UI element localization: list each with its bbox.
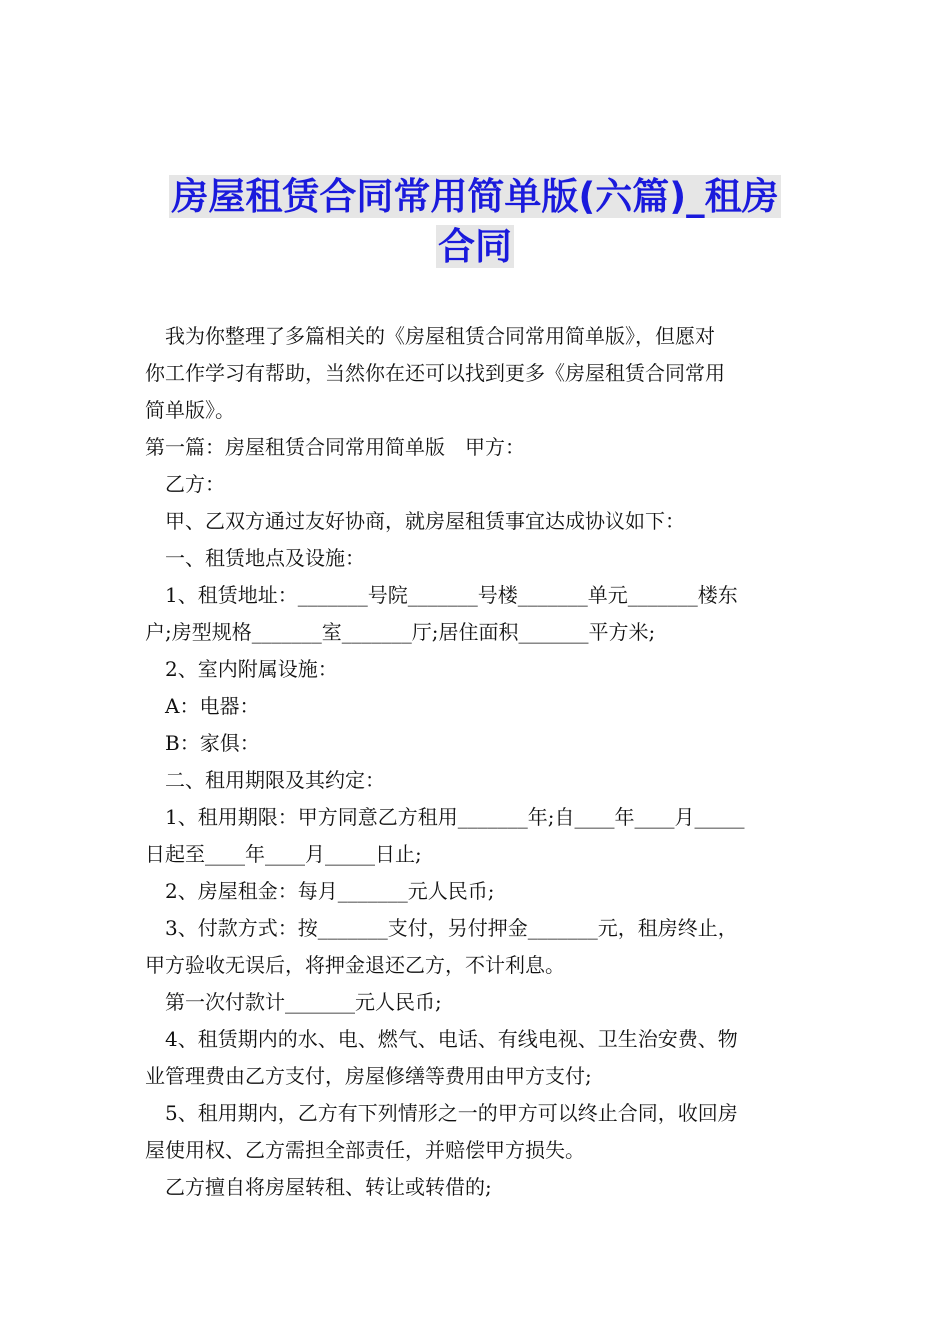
title-line-1: 房屋租赁合同常用简单版(六篇)_租房 [171, 175, 779, 218]
paragraph-line: 屋使用权、乙方需担全部责任，并赔偿甲方损失。 [145, 1138, 585, 1162]
paragraph-line: 日起至____年____月_____日止; [145, 842, 422, 866]
paragraph-line: 甲方验收无误后，将押金退还乙方，不计利息。 [145, 953, 565, 977]
paragraph-line: 第一篇：房屋租赁合同常用简单版 甲方： [145, 435, 525, 459]
paragraph-line: 我为你整理了多篇相关的《房屋租赁合同常用简单版》，但愿对 [165, 324, 715, 348]
paragraph-line: 户;房型规格_______室_______厅;居住面积_______平方米; [145, 620, 656, 644]
paragraph-line: 2、室内附属设施： [165, 657, 338, 681]
section-heading: 一、租赁地点及设施： [165, 546, 365, 570]
section-heading: 二、租用期限及其约定： [165, 768, 385, 792]
paragraph-line: 第一次付款计_______元人民币; [165, 990, 442, 1014]
paragraph-line: 3、付款方式：按_______支付，另付押金_______元，租房终止， [165, 916, 738, 940]
paragraph-line: A：电器： [165, 694, 260, 718]
paragraph-line: 2、房屋租金：每月_______元人民币; [165, 879, 495, 903]
paragraph-line: 甲、乙双方通过友好协商，就房屋租赁事宜达成协议如下： [165, 509, 685, 533]
paragraph-line: 乙方： [165, 472, 225, 496]
paragraph-line: 5、租用期内，乙方有下列情形之一的甲方可以终止合同，收回房 [165, 1101, 738, 1125]
paragraph-line: 你工作学习有帮助，当然你在还可以找到更多《房屋租赁合同常用 [145, 361, 725, 385]
title-line-2: 合同 [438, 225, 512, 268]
paragraph-line: 1、租用期限：甲方同意乙方租用_______年;自____年____月_____ [165, 805, 745, 829]
paragraph-line: 简单版》。 [145, 398, 235, 422]
paragraph-line: 1、租赁地址：_______号院_______号楼_______单元_______楼东 [165, 583, 738, 607]
paragraph-line: 业管理费由乙方支付，房屋修缮等费用由甲方支付; [145, 1064, 592, 1088]
paragraph-line: 乙方擅自将房屋转租、转让或转借的; [165, 1175, 492, 1199]
paragraph-line: 4、租赁期内的水、电、燃气、电话、有线电视、卫生治安费、物 [165, 1027, 738, 1051]
document-title [145, 172, 805, 272]
paragraph-line: B：家俱： [165, 731, 260, 755]
document-body [145, 318, 809, 1206]
